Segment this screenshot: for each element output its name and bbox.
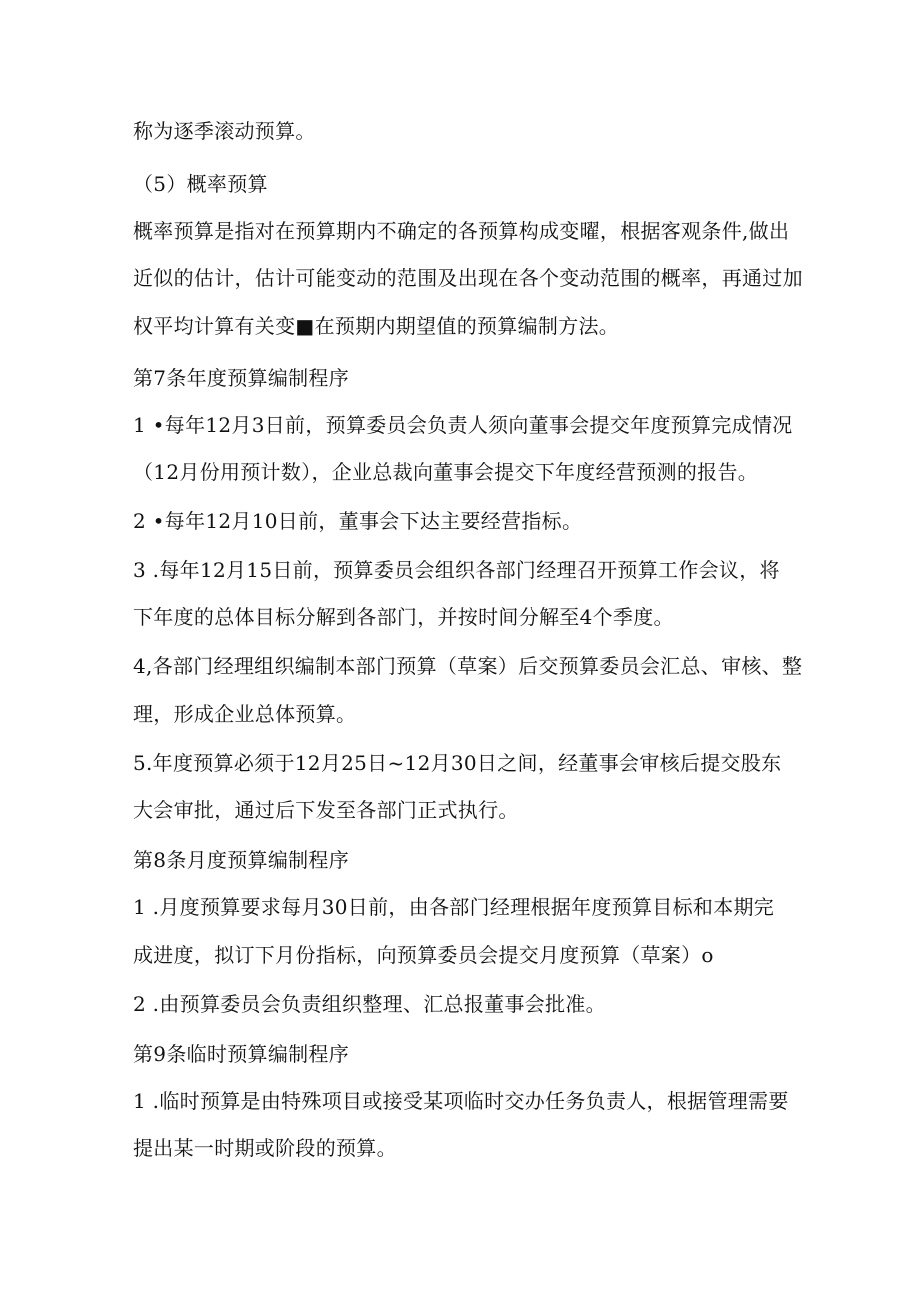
- text-line-18: 成进度，拟订下月份指标，向预算委员会提交月度预算（草案）o: [133, 943, 714, 967]
- text-line-9: 2 •每年12月10日前，董事会下达主要经营指标。: [133, 509, 583, 533]
- section-heading-probability-budget: （5）概率预算: [133, 172, 268, 196]
- text-line-8: （12月份用预计数），企业总裁向董事会提交下年度经营预测的报告。: [133, 460, 759, 484]
- text-line-14: 5.年度预算必须于12月25日~12月30日之间，经董事会审核后提交股东: [133, 751, 782, 775]
- text-line-22: 提出某一时期或阶段的预算。: [133, 1136, 397, 1160]
- text-line-13: 理，形成企业总体预算。: [133, 702, 357, 726]
- text-line-1: 称为逐季滚动预算。: [133, 119, 316, 143]
- article-8-heading: 第8条月度预算编制程序: [133, 848, 350, 872]
- text-line-12: 4,各部门经理组织编制本部门预算（草案）后交预算委员会汇总、审核、整: [133, 654, 803, 678]
- text-line-7: 1 •每年12月3日前，预算委员会负责人须向董事会提交年度预算完成情况: [133, 413, 793, 437]
- text-line-5: 权平均计算有关变■在预期内期望值的预算编制方法。: [133, 314, 620, 338]
- text-line-4: 近似的估计，估计可能变动的范围及出现在各个变动范围的概率，再通过加: [133, 266, 803, 290]
- text-line-15: 大会审批，通过后下发至各部门正式执行。: [133, 798, 519, 822]
- text-line-21: 1 .临时预算是由特殊项目或接受某项临时交办任务负责人，根据管理需要: [133, 1089, 789, 1113]
- text-line-11: 下年度的总体目标分解到各部门，并按时间分解至4个季度。: [133, 605, 674, 629]
- text-line-17: 1 .月度预算要求每月30日前，由各部门经理根据年度预算目标和本期完: [133, 895, 775, 919]
- text-line-19: 2 .由预算委员会负责组织整理、汇总报董事会批准。: [133, 992, 606, 1016]
- text-line-3: 概率预算是指对在预算期内不确定的各预算构成变曜，根据客观条件,做出: [133, 219, 790, 243]
- article-7-heading: 第7条年度预算编制程序: [133, 366, 350, 390]
- article-9-heading: 第9条临时预算编制程序: [133, 1042, 350, 1066]
- text-line-10: 3 .每年12月15日前，预算委员会组织各部门经理召开预算工作会议，将: [133, 558, 780, 582]
